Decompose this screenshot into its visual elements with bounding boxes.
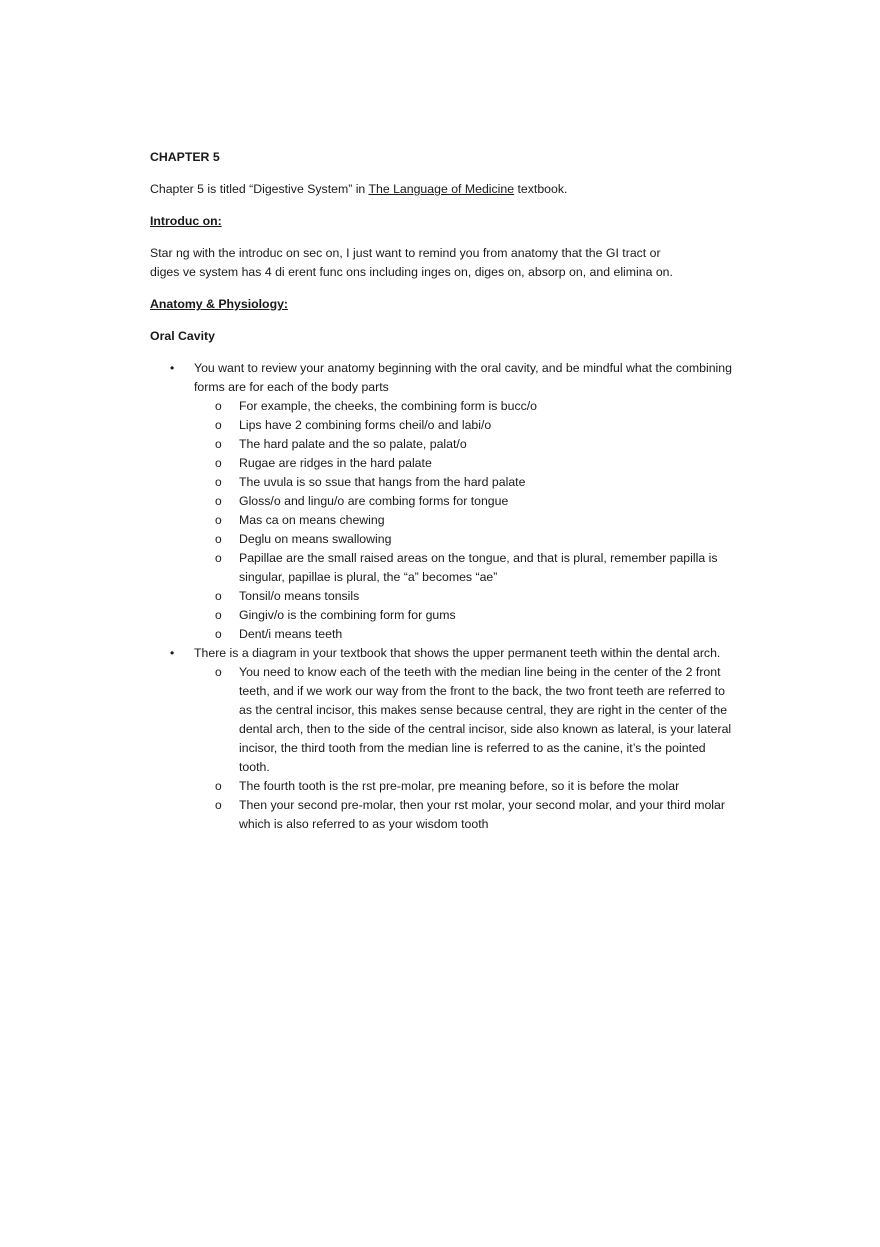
hollow-circle-icon: o [215, 456, 222, 470]
sub-item [194, 473, 739, 492]
sub-item [194, 549, 739, 587]
sub-item-text: Deglu on means swallowing [239, 532, 392, 546]
document-body [150, 148, 740, 834]
sub-item-text: You need to know each of the teeth with the median line being in the center of the 2 front teeth, and if we work our way from the front to the back, the two front teeth are referred to as the central incisor, this makes sense because central, they are right in the center of the dental arch, then to the side of the central incisor, side also known as lateral, is your lateral incisor, the third tooth from the median line is referred to as the canine, it’s the pointed tooth. [239, 665, 732, 774]
sub-item [194, 435, 739, 454]
sub-item-text: Dent/i means teeth [239, 627, 343, 641]
sub-item-text: Rugae are ridges in the hard palate [239, 456, 432, 470]
sub-item [194, 492, 739, 511]
bullet-item [150, 359, 740, 644]
sub-item [194, 663, 739, 777]
intro-line-1: Star ng with the introduc on sec on, I just want to remind you from anatomy that the GI tract or [150, 246, 661, 260]
sub-item [194, 454, 739, 473]
bullet-dot-icon: • [170, 646, 175, 660]
chapter-line-suffix: textbook. [514, 182, 568, 196]
sub-item-text: Then your second pre-molar, then your rst molar, your second molar, and your third molar which is also referred to as your wisdom tooth [239, 798, 725, 831]
hollow-circle-icon: o [215, 665, 222, 679]
sub-item-text: Lips have 2 combining forms cheil/o and labi/o [239, 418, 492, 432]
sub-item [194, 416, 739, 435]
hollow-circle-icon: o [215, 627, 222, 641]
bullet-text: There is a diagram in your textbook that shows the upper permanent teeth within the dental arch. [194, 646, 721, 660]
bullet-list [150, 359, 740, 834]
hollow-circle-icon: o [215, 475, 222, 489]
hollow-circle-icon: o [215, 418, 222, 432]
hollow-circle-icon: o [215, 798, 222, 812]
sub-item [194, 796, 739, 834]
sub-item-text: Papillae are the small raised areas on the tongue, and that is plural, remember papilla is singular, papillae is plural, the “a” becomes “ae” [239, 551, 718, 584]
sub-item-text: For example, the cheeks, the combining form is bucc/o [239, 399, 537, 413]
oral-cavity-heading: Oral Cavity [150, 329, 215, 343]
chapter-heading: CHAPTER 5 [150, 150, 220, 164]
chapter-title-line [150, 180, 740, 199]
sub-item-text: Mas ca on means chewing [239, 513, 385, 527]
sub-item [194, 777, 739, 796]
sub-item-text: Tonsil/o means tonsils [239, 589, 360, 603]
sub-item [194, 587, 739, 606]
hollow-circle-icon: o [215, 589, 222, 603]
hollow-circle-icon: o [215, 779, 222, 793]
chapter-line-prefix: Chapter 5 is titled “Digestive System” in [150, 182, 369, 196]
sub-item-text: Gloss/o and lingu/o are combing forms for tongue [239, 494, 509, 508]
sub-list [194, 663, 740, 834]
hollow-circle-icon: o [215, 494, 222, 508]
introduction-paragraph [150, 244, 740, 282]
sub-list [194, 397, 740, 644]
bullet-dot-icon: • [170, 361, 175, 375]
bullet-text: You want to review your anatomy beginning with the oral cavity, and be mindful what the combining forms are for each of the body parts [194, 361, 732, 394]
hollow-circle-icon: o [215, 437, 222, 451]
sub-item [194, 511, 739, 530]
hollow-circle-icon: o [215, 532, 222, 546]
sub-item-text: The uvula is so ssue that hangs from the hard palate [239, 475, 526, 489]
anatomy-physiology-heading: Anatomy & Physiology: [150, 297, 289, 311]
book-title: The Language of Medicine [368, 182, 515, 196]
intro-line-2: diges ve system has 4 di erent func ons including inges on, diges on, absorp on, and elimina on. [150, 265, 673, 279]
hollow-circle-icon: o [215, 608, 222, 622]
hollow-circle-icon: o [215, 551, 222, 565]
sub-item [194, 625, 739, 644]
bullet-item [150, 644, 740, 834]
sub-item [194, 606, 739, 625]
sub-item [194, 397, 739, 416]
sub-item-text: Gingiv/o is the combining form for gums [239, 608, 456, 622]
hollow-circle-icon: o [215, 513, 222, 527]
sub-item-text: The fourth tooth is the rst pre-molar, pre meaning before, so it is before the molar [239, 779, 680, 793]
introduction-heading: Introduc on: [150, 214, 222, 228]
sub-item [194, 530, 739, 549]
hollow-circle-icon: o [215, 399, 222, 413]
sub-item-text: The hard palate and the so palate, palat/o [239, 437, 467, 451]
